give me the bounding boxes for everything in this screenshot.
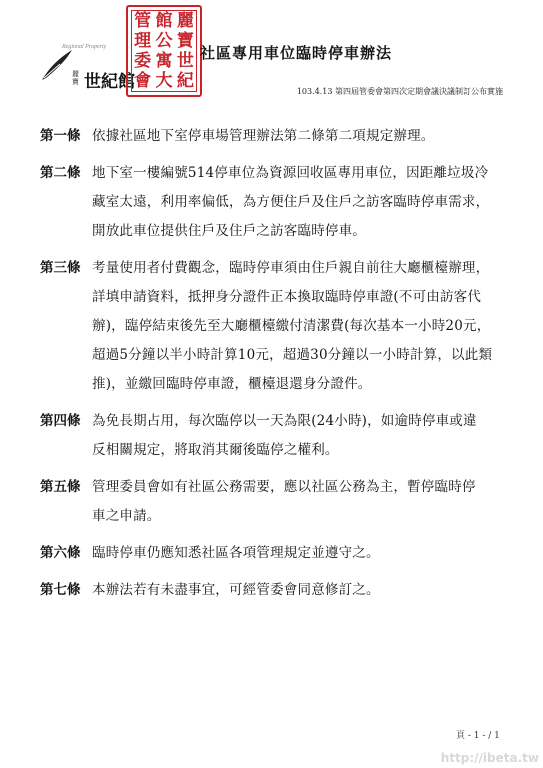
- article-line: 考量使用者付費觀念，臨時停車須由住戶親自前往大廳櫃檯辦理，: [92, 260, 490, 276]
- seal-character: 寶: [176, 31, 194, 51]
- article-body: [92, 473, 510, 531]
- logo-brand-small: 麗寶: [72, 70, 79, 86]
- seal-character: 委: [134, 51, 152, 71]
- document-subtitle: 103.4.13 第四屆管委會第四次定期會議決議制訂公布實施: [296, 87, 503, 96]
- article-line: 詳填申請資料，抵押身分證件正本換取臨時停車證(不可由訪客代: [92, 289, 482, 305]
- article-line: 推)，並繳回臨時停車證，櫃檯退還身分證件。: [92, 376, 372, 392]
- article-number: 第六條: [40, 545, 81, 561]
- seal-character: 會: [134, 71, 152, 91]
- article-line: 車之申請。: [92, 508, 161, 524]
- article-item: [40, 159, 510, 246]
- seal-character: 管: [134, 11, 152, 31]
- article-line: 開放此車位提供住戶及住戶之訪客臨時停車。: [92, 223, 366, 239]
- article-number: 第二條: [40, 165, 81, 181]
- article-number: 第三條: [40, 260, 81, 276]
- article-line: 藏室太遠，利用率偏低，為方便住戶及住戶之訪客臨時停車需求，: [92, 194, 490, 210]
- seal-character: 麗: [176, 11, 194, 31]
- document-title: 社區專用車位臨時停車辦法: [200, 44, 393, 62]
- article-item: [40, 254, 510, 399]
- article-item: [40, 122, 510, 151]
- article-number: 第四條: [40, 413, 81, 429]
- feather-logo-icon: [40, 48, 74, 82]
- seal-character: 理: [134, 31, 152, 51]
- article-item: [40, 576, 510, 605]
- article-body: [92, 122, 510, 151]
- article-line: 臨時停車仍應知悉社區各項管理規定並遵守之。: [92, 545, 380, 561]
- article-line: 為免長期占用，每次臨停以一天為限(24小時)，如逾時停車或違: [92, 413, 477, 429]
- seal-character: 世: [176, 51, 194, 71]
- article-line: 地下室一樓編號514停車位為資源回收區專用車位，因距離垃圾冷: [92, 165, 489, 181]
- articles-list: [40, 122, 510, 613]
- article-line: 超過5分鐘以半小時計算10元，超過30分鐘以一小時計算，以此類: [92, 347, 493, 363]
- seal-character: 大: [155, 71, 173, 91]
- article-number: 第五條: [40, 479, 81, 495]
- page-number: 頁 - 1 - / 1: [456, 731, 500, 741]
- seal-character: 紀: [176, 71, 194, 91]
- article-line: 反相關規定，將取消其爾後臨停之權利。: [92, 442, 339, 458]
- article-item: [40, 407, 510, 465]
- article-item: [40, 539, 510, 568]
- article-body: [92, 576, 510, 605]
- logo-script-text: Regional Property: [62, 44, 107, 50]
- seal-character: 館: [155, 11, 173, 31]
- article-body: [92, 254, 510, 399]
- article-line: 依據社區地下室停車場管理辦法第二條第二項規定辦理。: [92, 128, 435, 144]
- watermark: http://ibeta.tw: [440, 751, 539, 765]
- article-line: 本辦法若有未盡事宜，可經管委會同意修訂之。: [92, 582, 380, 598]
- article-item: [40, 473, 510, 531]
- article-number: 第一條: [40, 128, 81, 144]
- brand-logo: [40, 40, 140, 100]
- seal-character: 公: [155, 31, 173, 51]
- official-seal: [126, 5, 202, 97]
- seal-character: 寓: [155, 51, 173, 71]
- logo-brand-name: 世紀館: [84, 72, 135, 92]
- article-number: 第七條: [40, 582, 81, 598]
- article-body: [92, 159, 510, 246]
- article-line: 辦)，臨停結束後先至大廳櫃檯繳付清潔費(每次基本一小時20元，: [92, 318, 491, 334]
- article-body: [92, 407, 510, 465]
- article-body: [92, 539, 510, 568]
- article-line: 管理委員會如有社區公務需要，應以社區公務為主，暫停臨時停: [92, 479, 476, 495]
